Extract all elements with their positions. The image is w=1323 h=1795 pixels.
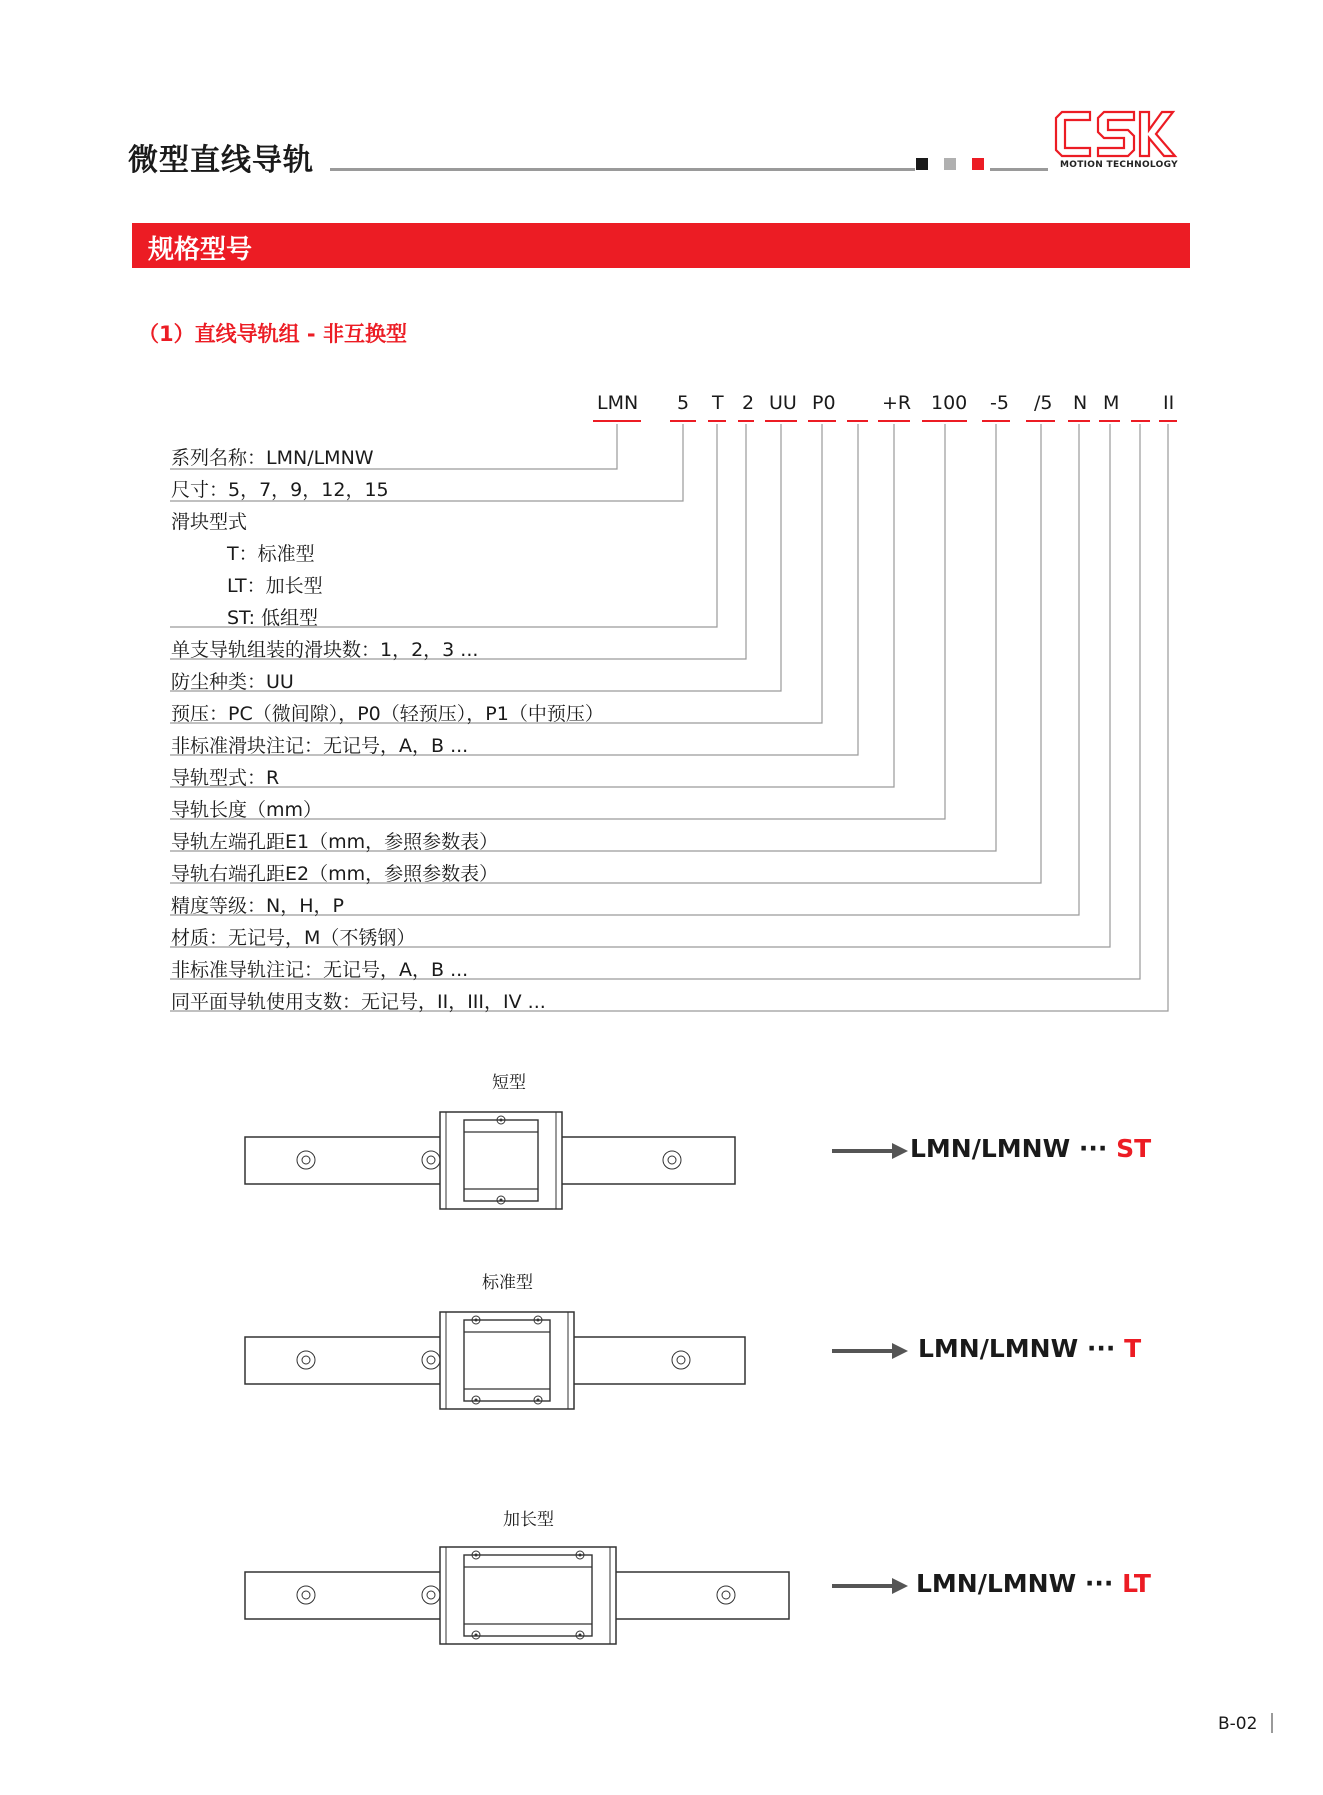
- desc-block-type: 滑块型式: [171, 511, 248, 533]
- desc-rail-mark: 非标准导轨注记：无记号，A，B ...: [171, 959, 469, 981]
- desc-block-mark: 非标准滑块注记：无记号，A，B ...: [171, 735, 469, 757]
- variant-label-standard: 标准型: [482, 1273, 533, 1293]
- rail-drawing-long: [240, 1535, 790, 1650]
- section-banner-title: 规格型号: [148, 235, 253, 265]
- desc-series: 系列名称：LMN/LMNW: [171, 447, 374, 469]
- desc-e1: 导轨左端孔距E1（mm，参照参数表）: [171, 831, 499, 853]
- desc-rail-length: 导轨长度（mm）: [171, 799, 323, 821]
- code-token-length: 100: [931, 392, 968, 414]
- logo-subtitle: MOTION TECHNOLOGY: [1060, 160, 1178, 170]
- desc-accuracy: 精度等级：N，H，P: [171, 895, 344, 917]
- desc-rail-qty: 同平面导轨使用支数：无记号，II，III，IV ...: [171, 991, 546, 1013]
- variant-result-long: LMN/LMNW ··· LT: [916, 1569, 1151, 1598]
- desc-e2: 导轨右端孔距E2（mm，参照参数表）: [171, 863, 499, 885]
- desc-dust: 防尘种类：UU: [171, 671, 294, 693]
- code-token-e2: /5: [1034, 392, 1053, 414]
- rail-drawing-short: [240, 1100, 740, 1215]
- desc-block-type-lt: LT：加长型: [227, 575, 323, 597]
- desc-rail-type: 导轨型式：R: [171, 767, 280, 789]
- variant-result-short: LMN/LMNW ··· ST: [910, 1134, 1152, 1163]
- code-token-size: 5: [677, 392, 690, 414]
- arrow-icon: [830, 1340, 910, 1362]
- code-token-rail-type: +R: [882, 392, 912, 414]
- page-number: B-02: [1218, 1714, 1258, 1734]
- code-token-lmn: LMN: [597, 392, 639, 414]
- page-number-bar: [1271, 1713, 1273, 1733]
- code-token-count: 2: [742, 392, 755, 414]
- desc-block-count: 单支导轨组装的滑块数：1，2，3 ...: [171, 639, 479, 661]
- code-token-material: M: [1103, 392, 1120, 414]
- variant-result-standard: LMN/LMNW ··· T: [918, 1334, 1142, 1363]
- code-token-e1: -5: [990, 392, 1009, 414]
- variant-label-long: 加长型: [503, 1510, 554, 1530]
- arrow-icon: [830, 1140, 910, 1162]
- desc-size: 尺寸：5，7，9，12，15: [171, 479, 389, 501]
- arrow-icon: [830, 1575, 910, 1597]
- rail-drawing-standard: [240, 1300, 750, 1415]
- code-token-qty: II: [1163, 392, 1175, 414]
- code-token-dust: UU: [769, 392, 797, 414]
- code-token-type: T: [712, 392, 724, 414]
- section-subtitle: （1）直线导轨组 - 非互换型: [138, 322, 407, 346]
- code-token-preload: P0: [812, 392, 836, 414]
- desc-material: 材质：无记号，M（不锈钢）: [171, 927, 416, 949]
- code-token-accuracy: N: [1073, 392, 1088, 414]
- variant-label-short: 短型: [492, 1073, 526, 1093]
- desc-preload: 预压：PC（微间隙），P0（轻预压），P1（中预压）: [171, 703, 604, 725]
- desc-block-type-st: ST: 低组型: [227, 607, 319, 629]
- page-title: 微型直线导轨: [128, 143, 314, 178]
- desc-block-type-t: T：标准型: [227, 543, 315, 565]
